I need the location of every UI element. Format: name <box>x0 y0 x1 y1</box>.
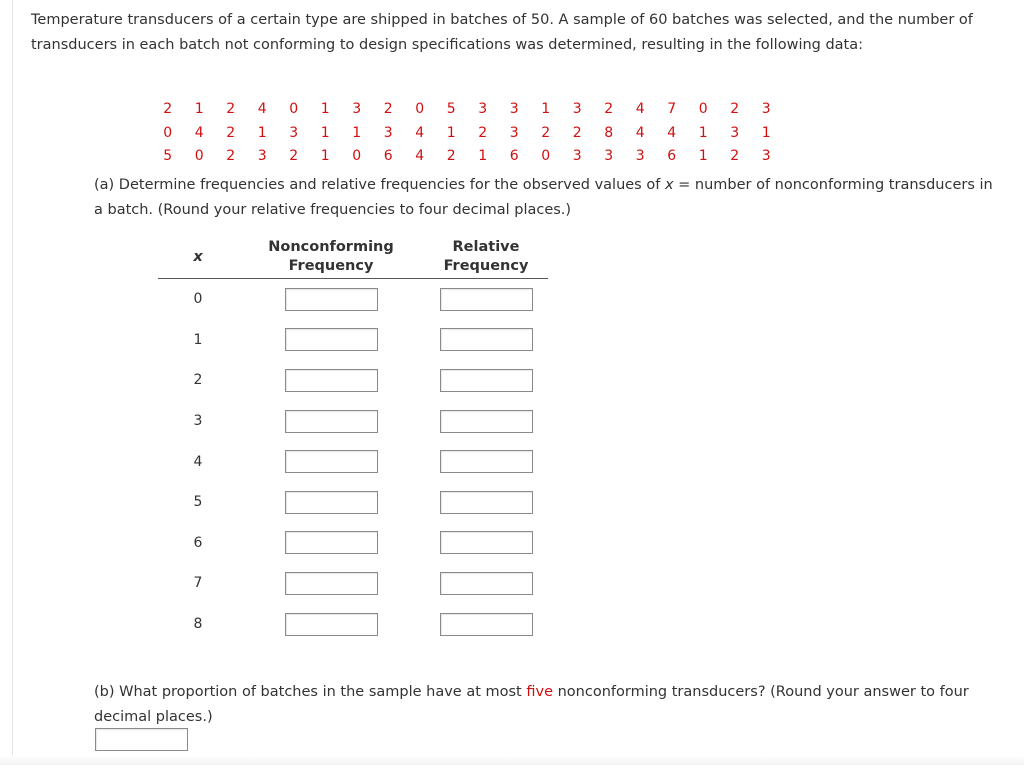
data-value: 3 <box>289 124 299 141</box>
x-value: 0 <box>193 291 203 308</box>
relative-frequency-input[interactable] <box>440 328 533 351</box>
table-row <box>158 441 548 482</box>
data-value: 3 <box>509 124 519 141</box>
data-value: 3 <box>604 148 614 164</box>
x-value: 5 <box>193 494 203 511</box>
data-value: 4 <box>667 124 677 141</box>
part-a-variable: x <box>664 177 674 193</box>
relative-frequency-input[interactable] <box>440 369 533 392</box>
data-value: 1 <box>761 124 771 141</box>
part-a-prefix: (a) Determine frequencies and relative frequencies for the observed values of <box>94 177 665 193</box>
frequency-cell <box>238 482 424 523</box>
frequency-input[interactable] <box>285 369 378 392</box>
data-value: 3 <box>572 101 582 117</box>
x-value: 6 <box>193 534 203 551</box>
table-row <box>158 320 548 361</box>
data-value: 2 <box>541 124 551 141</box>
frequency-input[interactable] <box>285 328 378 351</box>
frequency-cell <box>238 360 424 401</box>
data-value: 0 <box>415 101 425 117</box>
header-freq-line2: Frequency <box>288 258 374 274</box>
data-value: 1 <box>698 148 708 164</box>
relative-frequency-input[interactable] <box>440 410 533 433</box>
data-value: 4 <box>635 101 645 117</box>
data-value: 2 <box>730 148 740 164</box>
relative-frequency-cell <box>424 441 548 482</box>
frequency-cell <box>238 604 424 645</box>
data-value: 0 <box>698 101 708 117</box>
table-row <box>158 279 548 320</box>
relative-frequency-cell <box>424 360 548 401</box>
relative-frequency-cell <box>424 563 548 604</box>
x-value: 3 <box>193 413 203 430</box>
x-value: 1 <box>193 331 203 348</box>
data-value: 1 <box>446 124 456 141</box>
data-value: 0 <box>194 148 204 164</box>
relative-frequency-cell <box>424 523 548 564</box>
data-value: 3 <box>572 148 582 164</box>
part-a-suffix: = number of nonconforming transducers in a batch. (Round your relative frequencies to four decimal places.) <box>94 177 993 218</box>
relative-frequency-input[interactable] <box>440 450 533 473</box>
frequency-input[interactable] <box>285 572 378 595</box>
data-value: 6 <box>667 148 677 164</box>
part-b-prefix: (b) What proportion of batches in the sample have at most <box>94 684 527 700</box>
data-value: 1 <box>320 148 330 164</box>
part-b-prompt <box>94 680 1019 729</box>
data-value: 5 <box>446 101 456 117</box>
table-row <box>158 604 548 645</box>
data-value: 2 <box>163 101 173 117</box>
data-values-grid <box>152 98 782 169</box>
header-relative-frequency <box>424 236 548 279</box>
table-row <box>158 482 548 523</box>
data-value: 1 <box>320 124 330 141</box>
data-value: 6 <box>509 148 519 164</box>
x-value: 4 <box>193 453 203 470</box>
frequency-input[interactable] <box>285 450 378 473</box>
data-value: 2 <box>226 124 236 141</box>
data-value: 3 <box>761 101 771 117</box>
frequency-input[interactable] <box>285 491 378 514</box>
data-value: 6 <box>383 148 393 164</box>
frequency-cell <box>238 563 424 604</box>
data-value: 1 <box>320 101 330 117</box>
data-value: 0 <box>541 148 551 164</box>
frequency-input[interactable] <box>285 288 378 311</box>
frequency-cell <box>238 441 424 482</box>
data-value: 3 <box>352 101 362 117</box>
data-value: 3 <box>478 101 488 117</box>
data-value: 3 <box>509 101 519 117</box>
data-value: 1 <box>194 101 204 117</box>
relative-frequency-input[interactable] <box>440 288 533 311</box>
data-value: 2 <box>289 148 299 164</box>
data-value: 2 <box>730 101 740 117</box>
x-value: 7 <box>193 575 203 592</box>
frequency-cell <box>238 401 424 442</box>
data-value: 2 <box>226 101 236 117</box>
relative-frequency-cell <box>424 279 548 320</box>
header-x: x <box>158 236 238 279</box>
header-rel-line2: Frequency <box>443 258 529 274</box>
frequency-input[interactable] <box>285 410 378 433</box>
x-value: 2 <box>193 372 203 389</box>
frequency-cell <box>238 279 424 320</box>
data-value: 0 <box>289 101 299 117</box>
data-value: 2 <box>446 148 456 164</box>
data-value: 8 <box>604 124 614 141</box>
part-a-prompt <box>94 173 994 222</box>
relative-frequency-input[interactable] <box>440 613 533 636</box>
data-value: 2 <box>572 124 582 141</box>
data-value: 3 <box>730 124 740 141</box>
table-row <box>158 401 548 442</box>
frequency-input[interactable] <box>285 613 378 636</box>
data-value: 4 <box>415 124 425 141</box>
header-rel-line1: Relative <box>452 239 520 255</box>
data-value: 2 <box>383 101 393 117</box>
data-value: 2 <box>478 124 488 141</box>
relative-frequency-cell <box>424 320 548 361</box>
table-row <box>158 563 548 604</box>
relative-frequency-cell <box>424 482 548 523</box>
part-b-suffix: nonconforming transducers? (Round your answer to four decimal places.) <box>94 684 969 725</box>
header-nonconforming-frequency <box>238 236 424 279</box>
data-value: 1 <box>698 124 708 141</box>
data-value: 4 <box>635 124 645 141</box>
data-value: 3 <box>635 148 645 164</box>
data-value: 3 <box>257 148 267 164</box>
frequency-table <box>158 236 548 644</box>
data-value: 3 <box>383 124 393 141</box>
data-value: 1 <box>257 124 267 141</box>
data-value: 1 <box>478 148 488 164</box>
frequency-cell <box>238 320 424 361</box>
data-value: 0 <box>352 148 362 164</box>
data-value: 0 <box>163 124 173 141</box>
relative-frequency-input[interactable] <box>440 572 533 595</box>
data-value: 1 <box>541 101 551 117</box>
frequency-input[interactable] <box>285 531 378 554</box>
relative-frequency-cell <box>424 401 548 442</box>
relative-frequency-input[interactable] <box>440 531 533 554</box>
x-value: 8 <box>193 616 203 633</box>
data-value: 4 <box>194 124 204 141</box>
bottom-fade <box>0 755 1024 765</box>
data-value: 2 <box>226 148 236 164</box>
part-b-highlight: five <box>526 684 553 700</box>
data-value: 4 <box>257 101 267 117</box>
data-value: 5 <box>163 148 173 164</box>
data-value: 7 <box>667 101 677 117</box>
relative-frequency-input[interactable] <box>440 491 533 514</box>
data-value: 1 <box>352 124 362 141</box>
part-b-answer-wrapper <box>95 728 188 751</box>
intro-text: Temperature transducers of a certain type are shipped in batches of 50. A sample of 60 batches was selected, and the number of transducers in each batch not conforming to design specifications was determined, resulting in the following data: <box>31 12 973 53</box>
frequency-cell <box>238 523 424 564</box>
data-value: 2 <box>604 101 614 117</box>
data-value: 4 <box>415 148 425 164</box>
relative-frequency-cell <box>424 604 548 645</box>
data-value: 3 <box>761 148 771 164</box>
part-b-answer-input[interactable] <box>95 728 188 751</box>
table-header-row <box>158 236 548 279</box>
header-freq-line1: Nonconforming <box>268 239 394 255</box>
table-row <box>158 523 548 564</box>
table-row <box>158 360 548 401</box>
